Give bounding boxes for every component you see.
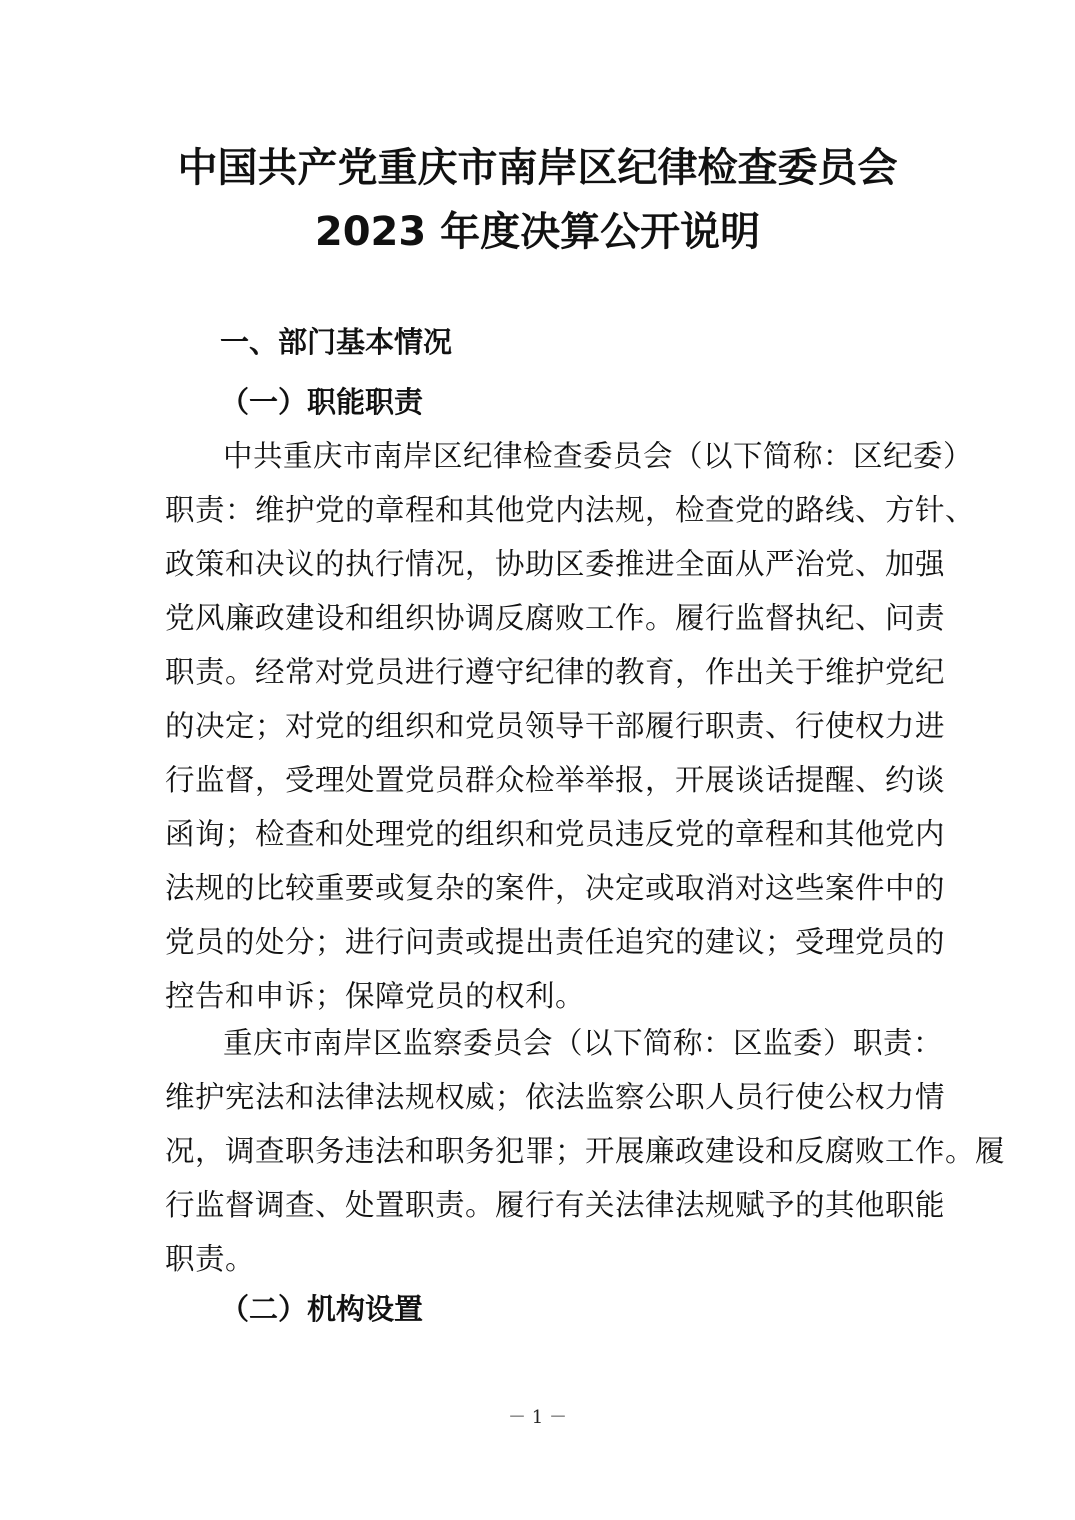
paragraph-line: 职责。 bbox=[165, 1242, 256, 1276]
section-heading-basic-info: 一、部门基本情况 bbox=[220, 325, 453, 359]
document-title-line2: 2023 年度决算公开说明 bbox=[314, 209, 761, 255]
paragraph-line: 控告和申诉；保障党员的权利。 bbox=[165, 979, 586, 1013]
page-number: － 1 － bbox=[508, 1407, 567, 1428]
paragraph-line: 职责：维护党的章程和其他党内法规，检查党的路线、方针、 bbox=[165, 493, 976, 527]
paragraph-supervisory-committee-duties bbox=[165, 1016, 1006, 1286]
paragraph-line: 党员的处分；进行问责或提出责任追究的建议；受理党员的 bbox=[165, 925, 946, 959]
paragraph-line: 维护宪法和法律法规权威；依法监察公职人员行使公权力情 bbox=[165, 1080, 946, 1114]
document-title-line1: 中国共产党重庆市南岸区纪律检查委员会 bbox=[177, 145, 898, 191]
subsection-heading-functions: （一）职能职责 bbox=[220, 385, 424, 419]
paragraph-line: 党风廉政建设和组织协调反腐败工作。履行监督执纪、问责 bbox=[165, 601, 946, 635]
paragraph-line: 的决定；对党的组织和党员领导干部履行职责、行使权力进 bbox=[165, 709, 946, 743]
paragraph-line: 函询；检查和处理党的组织和党员违反党的章程和其他党内 bbox=[165, 817, 946, 851]
paragraph-discipline-committee-duties bbox=[165, 429, 976, 1023]
paragraph-line: 中共重庆市南岸区纪律检查委员会（以下简称：区纪委） bbox=[223, 439, 974, 473]
paragraph-line: 职责。经常对党员进行遵守纪律的教育，作出关于维护党纪 bbox=[165, 655, 946, 689]
paragraph-line: 重庆市南岸区监察委员会（以下简称：区监委）职责： bbox=[223, 1026, 944, 1060]
paragraph-line: 法规的比较重要或复杂的案件，决定或取消对这些案件中的 bbox=[165, 871, 946, 905]
paragraph-line: 行监督调查、处置职责。履行有关法律法规赋予的其他职能 bbox=[165, 1188, 946, 1222]
paragraph-line: 况，调查职务违法和职务犯罪；开展廉政建设和反腐败工作。履 bbox=[165, 1134, 1006, 1168]
subsection-heading-organization: （二）机构设置 bbox=[220, 1292, 424, 1326]
paragraph-line: 政策和决议的执行情况，协助区委推进全面从严治党、加强 bbox=[165, 547, 946, 581]
paragraph-line: 行监督，受理处置党员群众检举举报，开展谈话提醒、约谈 bbox=[165, 763, 946, 797]
